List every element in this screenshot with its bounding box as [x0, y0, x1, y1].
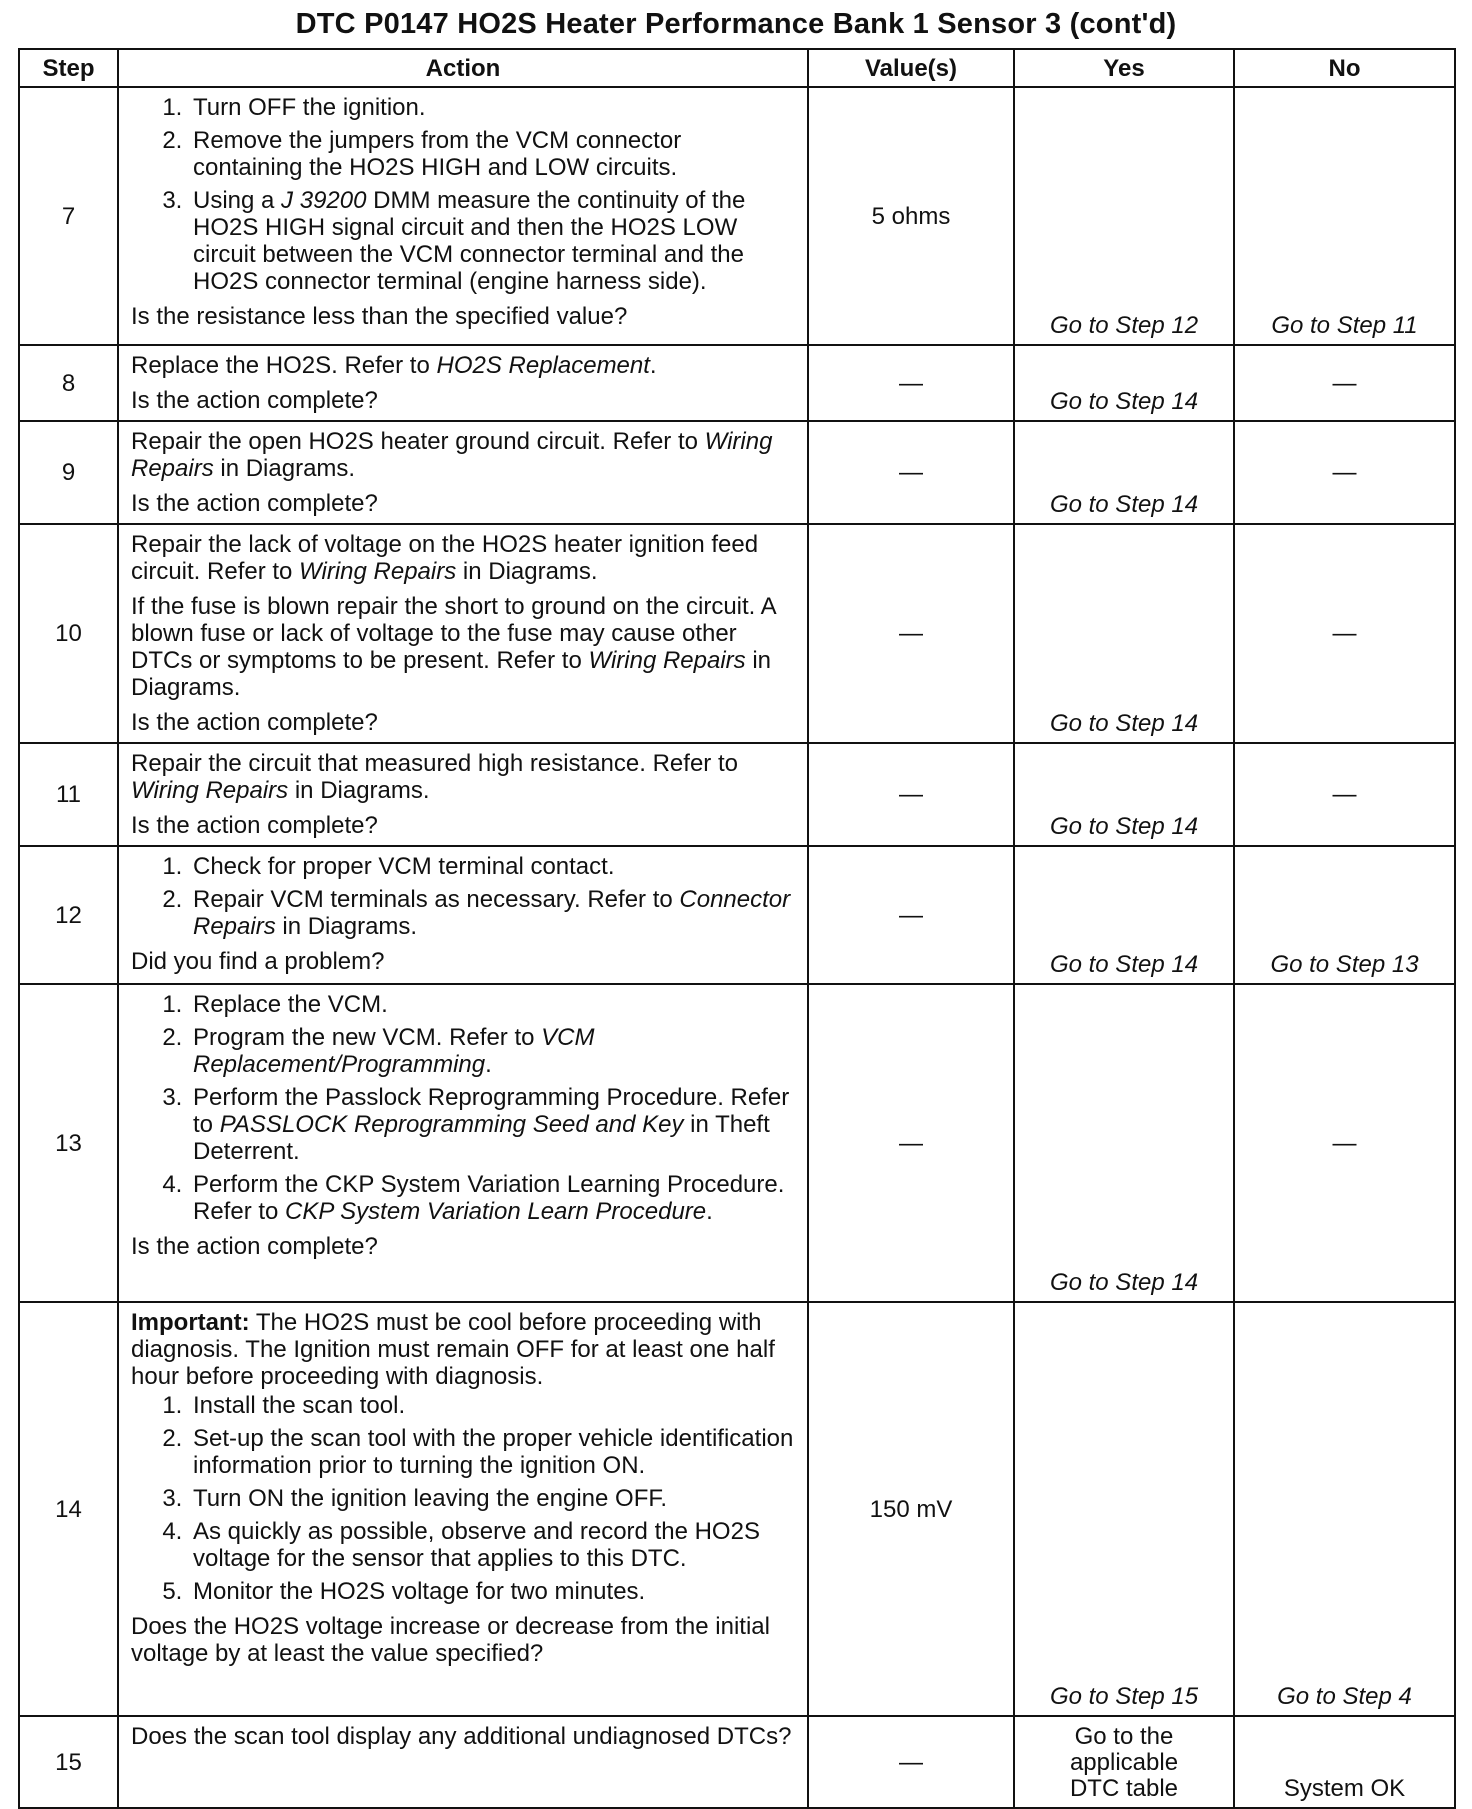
step-number: 9	[19, 421, 118, 524]
action-list	[131, 1392, 795, 1605]
header-yes: Yes	[1014, 49, 1234, 87]
list-item: 2. Program the new VCM. Refer to VCM Replacement/Programming.	[189, 1024, 795, 1078]
step-number: 15	[19, 1716, 118, 1808]
list-item: 3. Using a J 39200 DMM measure the continuity of the HO2S HIGH signal circuit and then the HO2S LOW circuit between the VCM connector terminal and the HO2S connector terminal (engine harness side).	[189, 187, 795, 295]
yes-cell: Go to Step 14	[1014, 524, 1234, 743]
list-item: 4. As quickly as possible, observe and record the HO2S voltage for the sensor that applies to this DTC.	[189, 1518, 795, 1572]
no-cell: —	[1234, 345, 1455, 421]
important-note	[131, 1309, 795, 1390]
action-text: Does the scan tool display any additional undiagnosed DTCs?	[131, 1723, 792, 1750]
list-item: 1. Check for proper VCM terminal contact.	[189, 853, 795, 880]
yes-cell: Go to Step 14	[1014, 846, 1234, 984]
step-number: 10	[19, 524, 118, 743]
action-question: Is the action complete?	[131, 709, 378, 736]
action-question: Did you find a problem?	[131, 948, 385, 975]
table-row	[19, 524, 1455, 743]
list-item: 2. Set-up the scan tool with the proper vehicle identification information prior to turning the ignition ON.	[189, 1425, 795, 1479]
yes-cell: Go to Step 14	[1014, 421, 1234, 524]
step-number: 11	[19, 743, 118, 846]
list-item: 4. Perform the CKP System Variation Learning Procedure. Refer to CKP System Variation Learn Procedure.	[189, 1171, 795, 1225]
yes-cell: Go to Step 14	[1014, 345, 1234, 421]
action-question: Does the HO2S voltage increase or decrease from the initial voltage by at least the value specified?	[131, 1613, 770, 1667]
table-row	[19, 1716, 1455, 1808]
yes-cell: Go to Step 14	[1014, 984, 1234, 1302]
action-question: Is the action complete?	[131, 490, 378, 517]
no-cell: System OK	[1234, 1716, 1455, 1808]
value-cell: —	[808, 1716, 1014, 1808]
no-cell: Go to Step 4	[1234, 1302, 1455, 1716]
value-cell: —	[808, 743, 1014, 846]
list-item: 2. Repair VCM terminals as necessary. Refer to Connector Repairs in Diagrams.	[189, 886, 795, 940]
yes-cell: Go to the applicable DTC table	[1014, 1716, 1234, 1808]
yes-cell: Go to Step 14	[1014, 743, 1234, 846]
action-text: Repair the circuit that measured high resistance. Refer to Wiring Repairs in Diagrams.	[131, 750, 738, 804]
yes-cell: Go to Step 15	[1014, 1302, 1234, 1716]
no-cell: —	[1234, 984, 1455, 1302]
action-question: Is the action complete?	[131, 387, 378, 414]
action-cell	[118, 345, 808, 421]
action-cell	[118, 1716, 808, 1808]
no-cell: —	[1234, 743, 1455, 846]
action-text: If the fuse is blown repair the short to ground on the circuit. A blown fuse or lack of voltage to the fuse may cause other DTCs or symptoms to be present. Refer to Wiring Repairs in Diagrams.	[131, 593, 776, 701]
dtc-table	[18, 48, 1456, 1809]
table-row	[19, 1302, 1455, 1716]
action-question: Is the action complete?	[131, 812, 378, 839]
table-row	[19, 846, 1455, 984]
step-number: 13	[19, 984, 118, 1302]
action-cell	[118, 984, 808, 1302]
yes-cell: Go to Step 12	[1014, 87, 1234, 345]
value-cell: —	[808, 345, 1014, 421]
table-row	[19, 743, 1455, 846]
value-cell: 5 ohms	[808, 87, 1014, 345]
table-row	[19, 421, 1455, 524]
no-cell: Go to Step 11	[1234, 87, 1455, 345]
no-cell: —	[1234, 421, 1455, 524]
action-question: Is the action complete?	[131, 1233, 378, 1260]
no-cell: —	[1234, 524, 1455, 743]
value-cell: —	[808, 421, 1014, 524]
action-cell	[118, 87, 808, 345]
action-text: Repair the open HO2S heater ground circuit. Refer to Wiring Repairs in Diagrams.	[131, 428, 773, 482]
action-list	[131, 991, 795, 1225]
value-cell: —	[808, 984, 1014, 1302]
action-cell	[118, 743, 808, 846]
list-item: 3. Turn ON the ignition leaving the engine OFF.	[189, 1485, 795, 1512]
important-label: Important:	[131, 1309, 250, 1336]
header-row	[19, 49, 1455, 87]
step-number: 7	[19, 87, 118, 345]
action-cell	[118, 524, 808, 743]
list-item: 1. Install the scan tool.	[189, 1392, 795, 1419]
list-item: 2. Remove the jumpers from the VCM connector containing the HO2S HIGH and LOW circuits.	[189, 127, 795, 181]
no-cell: Go to Step 13	[1234, 846, 1455, 984]
step-number: 12	[19, 846, 118, 984]
header-values: Value(s)	[808, 49, 1014, 87]
list-item: 3. Perform the Passlock Reprogramming Procedure. Refer to PASSLOCK Reprogramming Seed and Key in Theft Deterrent.	[189, 1084, 795, 1165]
important-text: The HO2S must be cool before proceeding with diagnosis. The Ignition must remain OFF for at least one half hour before proceeding with diagnosis.	[131, 1309, 775, 1390]
value-cell: 150 mV	[808, 1302, 1014, 1716]
table-row	[19, 345, 1455, 421]
table-row	[19, 984, 1455, 1302]
list-item: 5. Monitor the HO2S voltage for two minutes.	[189, 1578, 795, 1605]
step-number: 14	[19, 1302, 118, 1716]
page-title: DTC P0147 HO2S Heater Performance Bank 1 Sensor 3 (cont'd)	[295, 8, 1177, 40]
header-no: No	[1234, 49, 1455, 87]
action-cell	[118, 846, 808, 984]
table-row	[19, 87, 1455, 345]
action-cell	[118, 421, 808, 524]
action-question: Is the resistance less than the specified value?	[131, 303, 628, 330]
header-action: Action	[118, 49, 808, 87]
list-item: 1. Turn OFF the ignition.	[189, 94, 795, 121]
action-list	[131, 94, 795, 295]
list-item: 1. Replace the VCM.	[189, 991, 795, 1018]
action-text: Repair the lack of voltage on the HO2S heater ignition feed circuit. Refer to Wiring Repairs in Diagrams.	[131, 531, 759, 585]
action-text: Replace the HO2S. Refer to HO2S Replacement.	[131, 352, 657, 379]
value-cell: —	[808, 524, 1014, 743]
step-number: 8	[19, 345, 118, 421]
value-cell: —	[808, 846, 1014, 984]
header-step: Step	[19, 49, 118, 87]
action-list	[131, 853, 795, 940]
action-cell	[118, 1302, 808, 1716]
